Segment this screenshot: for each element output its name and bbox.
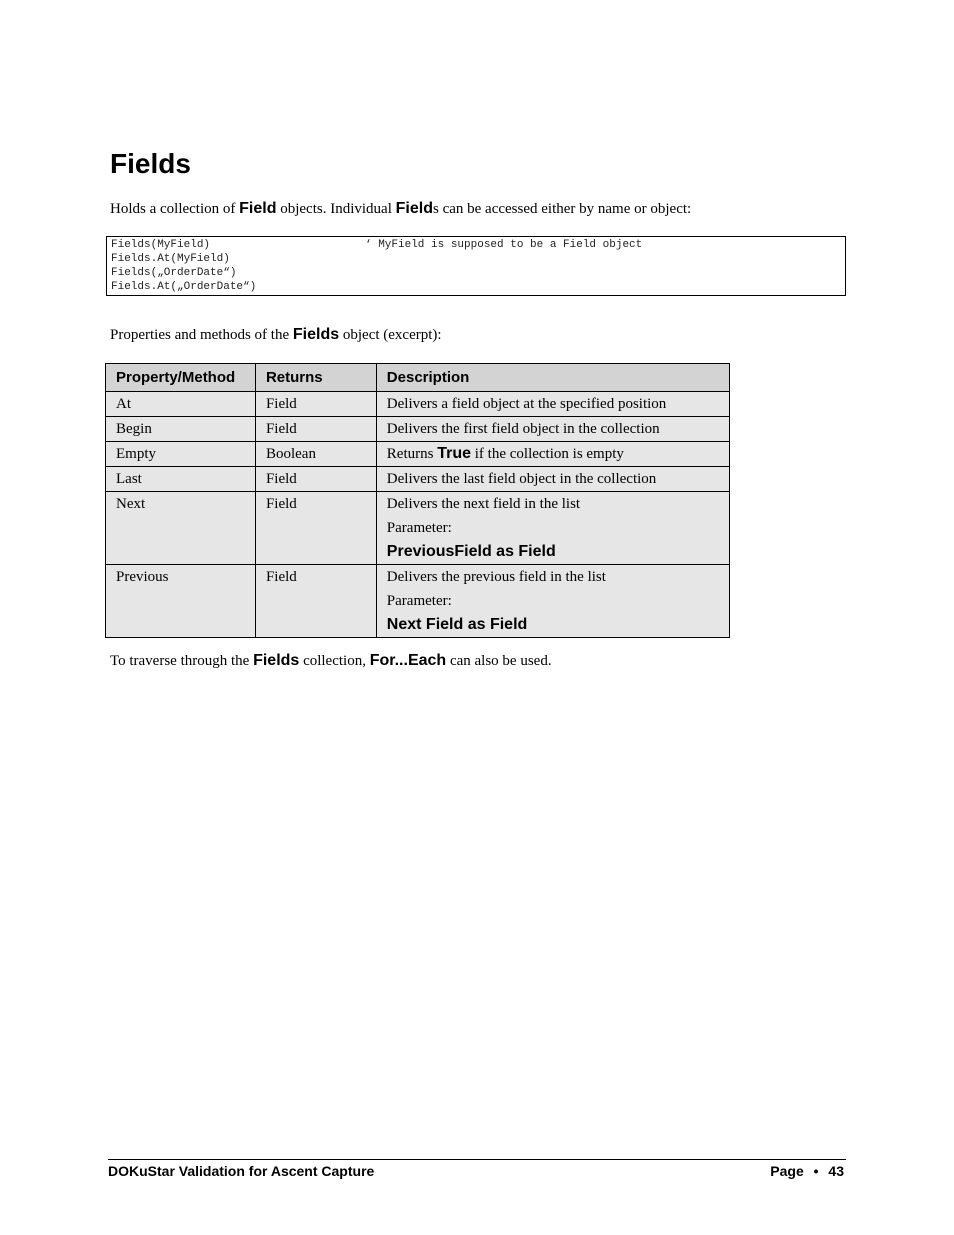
- table-row: [106, 442, 730, 467]
- props-intro-text-2: object (excerpt):: [339, 327, 442, 343]
- parameter-label: Parameter:: [386, 520, 452, 536]
- header-description: Description: [376, 364, 729, 392]
- properties-table: [105, 363, 730, 638]
- row-name: Last: [106, 467, 256, 492]
- code-example-box: [106, 236, 846, 296]
- row-name: Next: [106, 492, 256, 565]
- row-description: Delivers the last field object in the collection: [376, 467, 729, 492]
- description-text: Delivers the previous field in the list: [386, 569, 606, 585]
- description-text: if the collection is empty: [471, 446, 624, 462]
- row-returns: Field: [255, 467, 376, 492]
- row-returns: Field: [255, 565, 376, 638]
- row-description: [376, 442, 729, 467]
- parameter-label: Parameter:: [386, 593, 452, 609]
- intro-keyword-field: Field: [239, 200, 277, 217]
- table-row: [106, 417, 730, 442]
- row-returns: Boolean: [255, 442, 376, 467]
- footer-page-value: 43: [828, 1163, 844, 1179]
- description-text: Returns: [386, 446, 438, 462]
- intro-text-1: Holds a collection of: [110, 201, 240, 217]
- props-intro-text-1: Properties and methods of the: [110, 327, 293, 343]
- table-row: [106, 392, 730, 417]
- row-description: [376, 565, 729, 638]
- row-description: [376, 492, 729, 565]
- row-name: Empty: [106, 442, 256, 467]
- description-keyword-true: True: [437, 445, 472, 462]
- intro-text-2: objects. Individual: [276, 201, 396, 217]
- row-name: Previous: [106, 565, 256, 638]
- page-title: Fields: [110, 148, 191, 179]
- row-description: Delivers a field object at the specified position: [376, 392, 729, 417]
- description-text: Delivers the next field in the list: [386, 496, 581, 512]
- table-row: [106, 467, 730, 492]
- code-comment: ‘ MyField is supposed to be a Field object: [365, 239, 643, 251]
- footer-divider: [108, 1159, 846, 1160]
- table-row: [106, 565, 730, 638]
- code-line: Fields.At(„OrderDate“): [111, 281, 257, 293]
- props-intro-keyword: Fields: [292, 326, 340, 343]
- traverse-paragraph: [110, 650, 552, 672]
- footer-bullet: •: [813, 1163, 819, 1179]
- traverse-keyword-fields: Fields: [253, 652, 300, 669]
- row-description: Delivers the first field object in the collection: [376, 417, 729, 442]
- traverse-text-3: can also be used.: [446, 653, 552, 669]
- row-returns: Field: [255, 492, 376, 565]
- parameter-name: Next Field as Field: [386, 616, 528, 633]
- code-line: Fields(MyField): [111, 239, 211, 251]
- traverse-text-1: To traverse through the: [110, 653, 254, 669]
- traverse-text-2: collection,: [299, 653, 370, 669]
- footer-page-number: [770, 1162, 844, 1180]
- footer-document-title: DOKuStar Validation for Ascent Capture: [108, 1163, 375, 1179]
- traverse-keyword-foreach: For...Each: [369, 652, 447, 669]
- intro-keyword-field-2: Field: [395, 200, 433, 217]
- header-property-method: Property/Method: [106, 364, 256, 392]
- header-returns: Returns: [255, 364, 376, 392]
- footer-page-label: Page: [770, 1163, 804, 1179]
- table-header-row: [106, 364, 730, 392]
- code-line: Fields(„OrderDate“): [111, 267, 237, 279]
- row-returns: Field: [255, 417, 376, 442]
- code-line: Fields.At(MyField): [111, 253, 230, 265]
- row-returns: Field: [255, 392, 376, 417]
- intro-text-3: s can be accessed either by name or object:: [432, 201, 692, 217]
- row-name: At: [106, 392, 256, 417]
- parameter-name: PreviousField as Field: [386, 543, 556, 560]
- row-name: Begin: [106, 417, 256, 442]
- properties-intro: [110, 324, 442, 346]
- intro-paragraph: [110, 198, 691, 220]
- table-row: [106, 492, 730, 565]
